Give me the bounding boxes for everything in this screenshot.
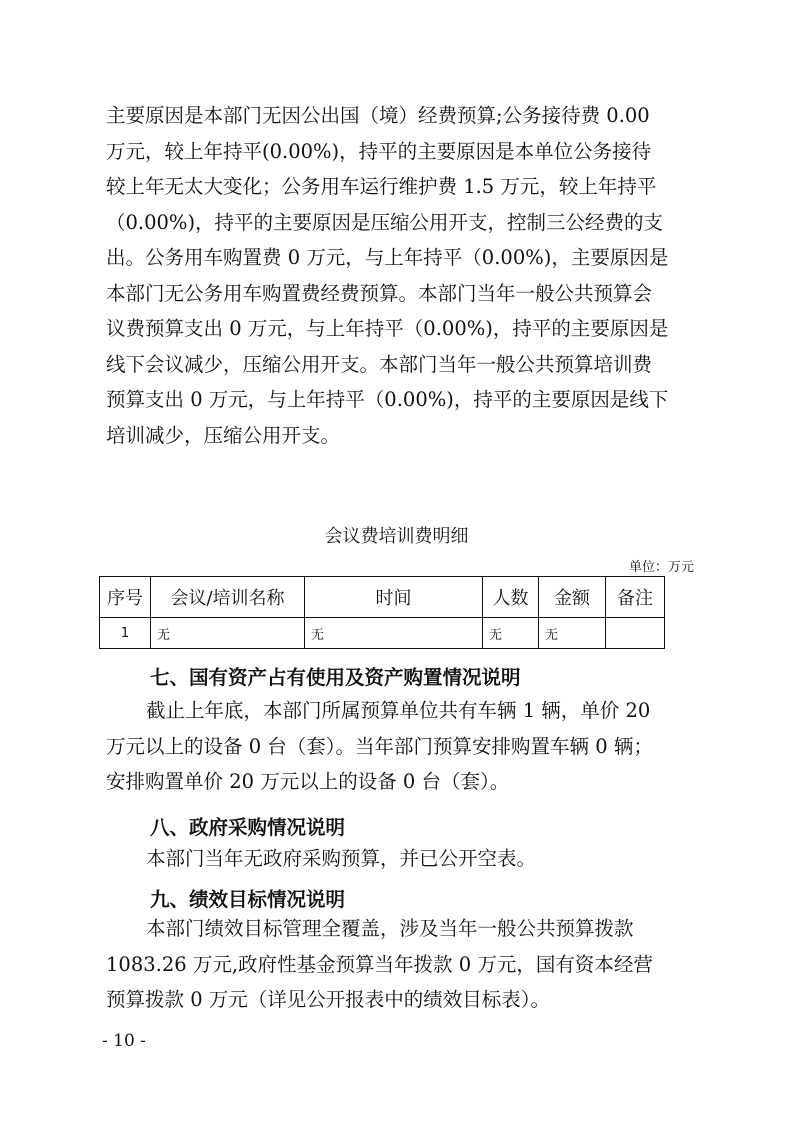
text-line: 本部门无公务用车购置费经费预算。本部门当年一般公共预算会 <box>106 281 653 305</box>
header-remark: 备注 <box>606 577 665 618</box>
text-line: 议费预算支出 0 万元，与上年持平（0.00%)，持平的主要原因是 <box>106 317 669 340</box>
cell-people: 无 <box>483 618 539 649</box>
header-index: 序号 <box>100 577 151 618</box>
intro-paragraph <box>106 98 694 453</box>
text-line: 主要原因是本部门无因公出国（境）经费预算;公务接待费 0.00 <box>106 104 650 127</box>
page-number: - 10 - <box>102 1031 146 1051</box>
cell-index: 1 <box>100 618 151 649</box>
text-line: 本部门当年无政府采购预算，并已公开空表。 <box>146 847 537 870</box>
table-unit: 单位：万元 <box>628 560 694 575</box>
header-amount: 金额 <box>539 577 606 618</box>
text-line: 线下会议减少，压缩公用开支。本部门当年一般公共预算培训费 <box>106 352 653 376</box>
text-line: 出。公务用车购置费 0 万元，与上年持平（0.00%)，主要原因是 <box>106 246 669 269</box>
section7-heading: 七、国有资产占有使用及资产购置情况说明 <box>150 666 521 689</box>
section7-paragraph <box>106 693 694 800</box>
text-line: 截止上年底，本部门所属预算单位共有车辆 1 辆，单价 20 <box>146 699 651 722</box>
text-line: 培训减少，压缩公用开支。 <box>106 423 341 447</box>
text-line: 预算支出 0 万元，与上年持平（0.00%)，持平的主要原因是线下 <box>106 388 669 411</box>
section8-heading: 八、政府采购情况说明 <box>150 816 346 839</box>
cell-time: 无 <box>305 618 483 649</box>
text-line: 预算拨款 0 万元（详见公开报表中的绩效目标表）。 <box>106 988 551 1011</box>
cell-amount: 无 <box>539 618 606 649</box>
section9-heading: 九、绩效目标情况说明 <box>150 888 346 911</box>
table-title: 会议费培训费明细 <box>324 526 469 547</box>
table-header-row <box>100 577 665 618</box>
header-name: 会议/培训名称 <box>151 577 305 618</box>
header-people: 人数 <box>483 577 539 618</box>
header-time: 时间 <box>305 577 483 618</box>
text-line: 1083.26 万元,政府性基金预算当年拨款 0 万元，国有资本经营 <box>106 952 653 976</box>
text-line: 较上年无太大变化；公务用车运行维护费 1.5 万元，较上年持平 <box>106 175 657 198</box>
cell-remark <box>606 618 665 649</box>
meeting-training-table <box>99 576 665 649</box>
text-line: 万元以上的设备 0 台（套）。当年部门预算安排购置车辆 0 辆； <box>106 734 653 758</box>
text-line: （0.00%)，持平的主要原因是压缩公用开支，控制三公经费的支 <box>106 210 664 234</box>
table-row <box>100 618 665 649</box>
cell-name: 无 <box>151 618 305 649</box>
text-line: 本部门绩效目标管理全覆盖，涉及当年一般公共预算拨款 <box>146 917 634 940</box>
text-line: 安排购置单价 20 万元以上的设备 0 台（套）。 <box>106 770 510 793</box>
section9-paragraph <box>106 911 694 1018</box>
text-line: 万元，较上年持平(0.00%)，持平的主要原因是本单位公务接待 <box>106 139 652 163</box>
section8-paragraph <box>106 841 694 877</box>
